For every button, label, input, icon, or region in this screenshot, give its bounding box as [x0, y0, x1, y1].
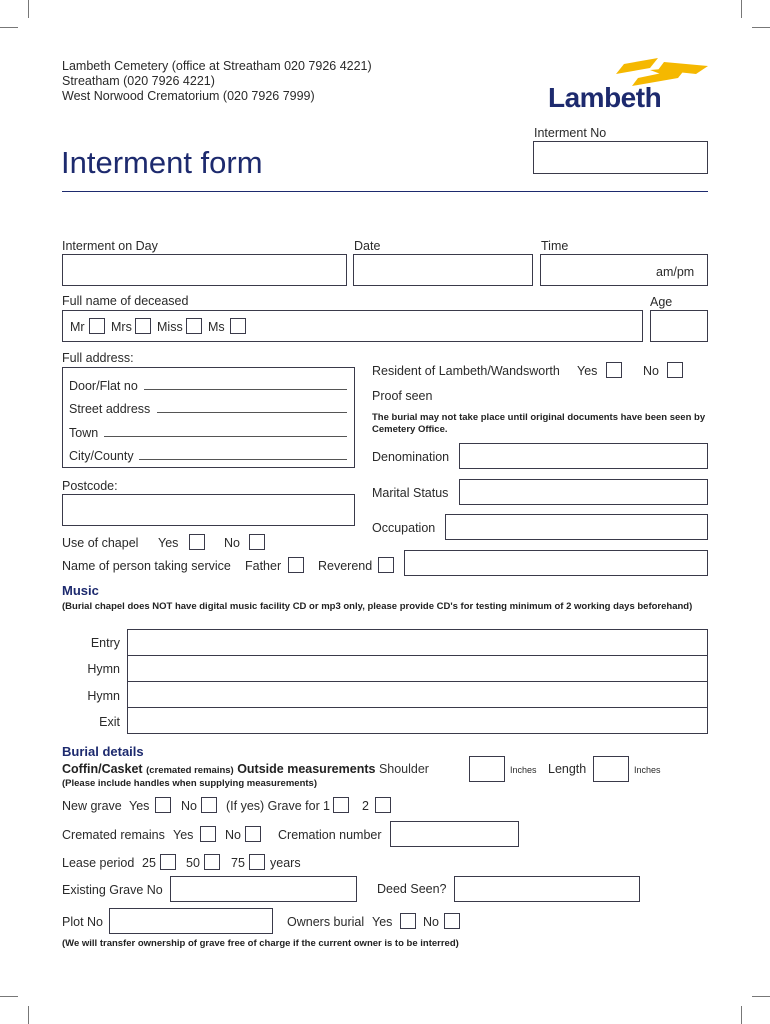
date-field[interactable]: [353, 254, 533, 286]
resident-yes-checkbox[interactable]: [606, 362, 622, 378]
transfer-note: (We will transfer ownership of grave free of charge if the current owner is to be interred): [62, 938, 459, 949]
new-grave-yes-checkbox[interactable]: [155, 797, 171, 813]
plot-no-field[interactable]: [109, 908, 273, 934]
grave-one-checkbox[interactable]: [333, 797, 349, 813]
chapel-yes-checkbox[interactable]: [189, 534, 205, 550]
music-hymn-label: Hymn: [87, 662, 120, 676]
proof-note: The burial may not take place until original documents have been seen by Cemetery Office.: [372, 412, 706, 435]
age-label: Age: [650, 295, 673, 309]
lease-25-label: 25: [142, 856, 156, 870]
cremation-number-field[interactable]: [390, 821, 519, 847]
reverend-label: Reverend: [318, 559, 373, 573]
title-mr-label: Mr: [70, 320, 85, 334]
existing-grave-label: Existing Grave No: [62, 883, 163, 897]
grave-one-label: 1: [323, 799, 330, 813]
name-label: Full name of deceased: [62, 294, 189, 308]
title-mrs-label: Mrs: [111, 320, 132, 334]
grave-for-label: (If yes) Grave for: [226, 799, 320, 813]
time-label: Time: [541, 239, 569, 253]
resident-label: Resident of Lambeth/Wandsworth: [372, 364, 560, 378]
music-note: (Burial chapel does NOT have digital music facility CD or mp3 only, please provide CD's for testing minimum of 2 working days beforehand): [62, 601, 693, 612]
title-mrs-checkbox[interactable]: [135, 318, 151, 334]
date-label: Date: [354, 239, 381, 253]
resident-yes-label: Yes: [577, 364, 598, 378]
music-hymn-field[interactable]: [128, 682, 707, 707]
new-grave-yes-label: Yes: [129, 799, 150, 813]
city-label: City/County: [69, 449, 134, 463]
handles-note: (Please include handles when supplying measurements): [62, 778, 317, 789]
cremation-number-label: Cremation number: [278, 828, 382, 842]
title-miss-checkbox[interactable]: [186, 318, 202, 334]
music-exit-label: Exit: [99, 715, 120, 729]
occupation-label: Occupation: [372, 521, 436, 535]
crop-mark: [28, 1006, 29, 1024]
lambeth-logo: [546, 56, 711, 116]
title-ms-label: Ms: [208, 320, 225, 334]
age-field[interactable]: [650, 310, 708, 342]
street-field[interactable]: [157, 412, 347, 413]
crop-mark: [741, 1006, 742, 1024]
music-hymn-label: Hymn: [87, 689, 120, 703]
chapel-label: Use of chapel: [62, 536, 139, 550]
new-grave-label: New grave: [62, 799, 122, 813]
lease-75-label: 75: [231, 856, 245, 870]
new-grave-no-label: No: [181, 799, 197, 813]
street-label: Street address: [69, 402, 151, 416]
lease-25-checkbox[interactable]: [160, 854, 176, 870]
owners-no-label: No: [423, 915, 439, 929]
proof-label: Proof seen: [372, 389, 433, 403]
grave-two-label: 2: [362, 799, 369, 813]
cremated-yes-checkbox[interactable]: [200, 826, 216, 842]
postcode-label: Postcode:: [62, 479, 118, 493]
contact-line: Streatham (020 7926 4221): [62, 74, 215, 88]
outside-measurements-label: Outside measurements: [237, 762, 376, 776]
plot-no-label: Plot No: [62, 915, 103, 929]
crop-mark: [28, 0, 29, 18]
lease-label: Lease period: [62, 856, 135, 870]
cremated-no-label: No: [225, 828, 241, 842]
denomination-field[interactable]: [459, 443, 708, 469]
music-heading: Music: [62, 583, 99, 598]
resident-no-checkbox[interactable]: [667, 362, 683, 378]
deed-seen-label: Deed Seen?: [377, 882, 447, 896]
chapel-no-label: No: [224, 536, 240, 550]
shoulder-field[interactable]: [469, 756, 505, 782]
father-checkbox[interactable]: [288, 557, 304, 573]
deed-seen-field[interactable]: [454, 876, 640, 902]
lease-75-checkbox[interactable]: [249, 854, 265, 870]
resident-no-label: No: [643, 364, 659, 378]
music-entry-label: Entry: [90, 636, 120, 650]
cremated-sub-label: (cremated remains): [146, 765, 234, 776]
crop-mark: [752, 27, 770, 28]
cremated-remains-label: Cremated remains: [62, 828, 165, 842]
interment-no-field[interactable]: [533, 141, 708, 174]
service-person-label: Name of person taking service: [62, 559, 231, 573]
inches-label: Inches: [634, 765, 661, 775]
lease-50-label: 50: [186, 856, 200, 870]
door-label: Door/Flat no: [69, 379, 138, 393]
title-ms-checkbox[interactable]: [230, 318, 246, 334]
chapel-yes-label: Yes: [158, 536, 179, 550]
grave-two-checkbox[interactable]: [375, 797, 391, 813]
owners-yes-label: Yes: [372, 915, 393, 929]
chapel-no-checkbox[interactable]: [249, 534, 265, 550]
coffin-row: [62, 762, 429, 776]
length-label: Length: [548, 762, 587, 776]
logo-text: Lambeth: [548, 82, 662, 113]
father-label: Father: [245, 559, 282, 573]
interment-no-label: Interment No: [534, 126, 607, 140]
burial-heading: Burial details: [62, 744, 144, 759]
address-label: Full address:: [62, 351, 134, 365]
denomination-label: Denomination: [372, 450, 450, 464]
postcode-field[interactable]: [62, 494, 355, 526]
existing-grave-field[interactable]: [170, 876, 357, 902]
music-hymn-field[interactable]: [128, 656, 707, 681]
town-label: Town: [69, 426, 99, 440]
reverend-checkbox[interactable]: [378, 557, 394, 573]
contact-line: Lambeth Cemetery (office at Streatham 020 7926 4221): [62, 59, 372, 73]
crop-mark: [752, 996, 770, 997]
service-person-field[interactable]: [404, 550, 708, 576]
day-field[interactable]: [62, 254, 347, 286]
coffin-label: Coffin/Casket: [62, 762, 143, 776]
crop-mark: [0, 27, 18, 28]
inches-label: Inches: [510, 765, 537, 775]
title-divider: [62, 191, 708, 192]
music-exit-field[interactable]: [128, 708, 707, 733]
cremated-no-checkbox[interactable]: [245, 826, 261, 842]
door-field[interactable]: [144, 389, 347, 390]
crop-mark: [741, 0, 742, 18]
length-field[interactable]: [593, 756, 629, 782]
day-label: Interment on Day: [62, 239, 158, 253]
title-miss-label: Miss: [157, 320, 183, 334]
owners-yes-checkbox[interactable]: [400, 913, 416, 929]
crop-mark: [0, 996, 18, 997]
occupation-field[interactable]: [445, 514, 708, 540]
ampm-label: am/pm: [656, 265, 695, 279]
lease-50-checkbox[interactable]: [204, 854, 220, 870]
shoulder-label: Shoulder: [378, 762, 429, 776]
page-title: Interment form: [61, 145, 263, 180]
city-field[interactable]: [139, 459, 347, 460]
town-field[interactable]: [104, 436, 347, 437]
owners-no-checkbox[interactable]: [444, 913, 460, 929]
marital-field[interactable]: [459, 479, 708, 505]
title-mr-checkbox[interactable]: [89, 318, 105, 334]
years-label: years: [270, 856, 301, 870]
music-entry-field[interactable]: [128, 630, 707, 655]
new-grave-no-checkbox[interactable]: [201, 797, 217, 813]
marital-label: Marital Status: [372, 486, 449, 500]
contact-line: West Norwood Crematorium (020 7926 7999): [62, 89, 315, 103]
owners-burial-label: Owners burial: [287, 915, 365, 929]
cremated-yes-label: Yes: [173, 828, 194, 842]
